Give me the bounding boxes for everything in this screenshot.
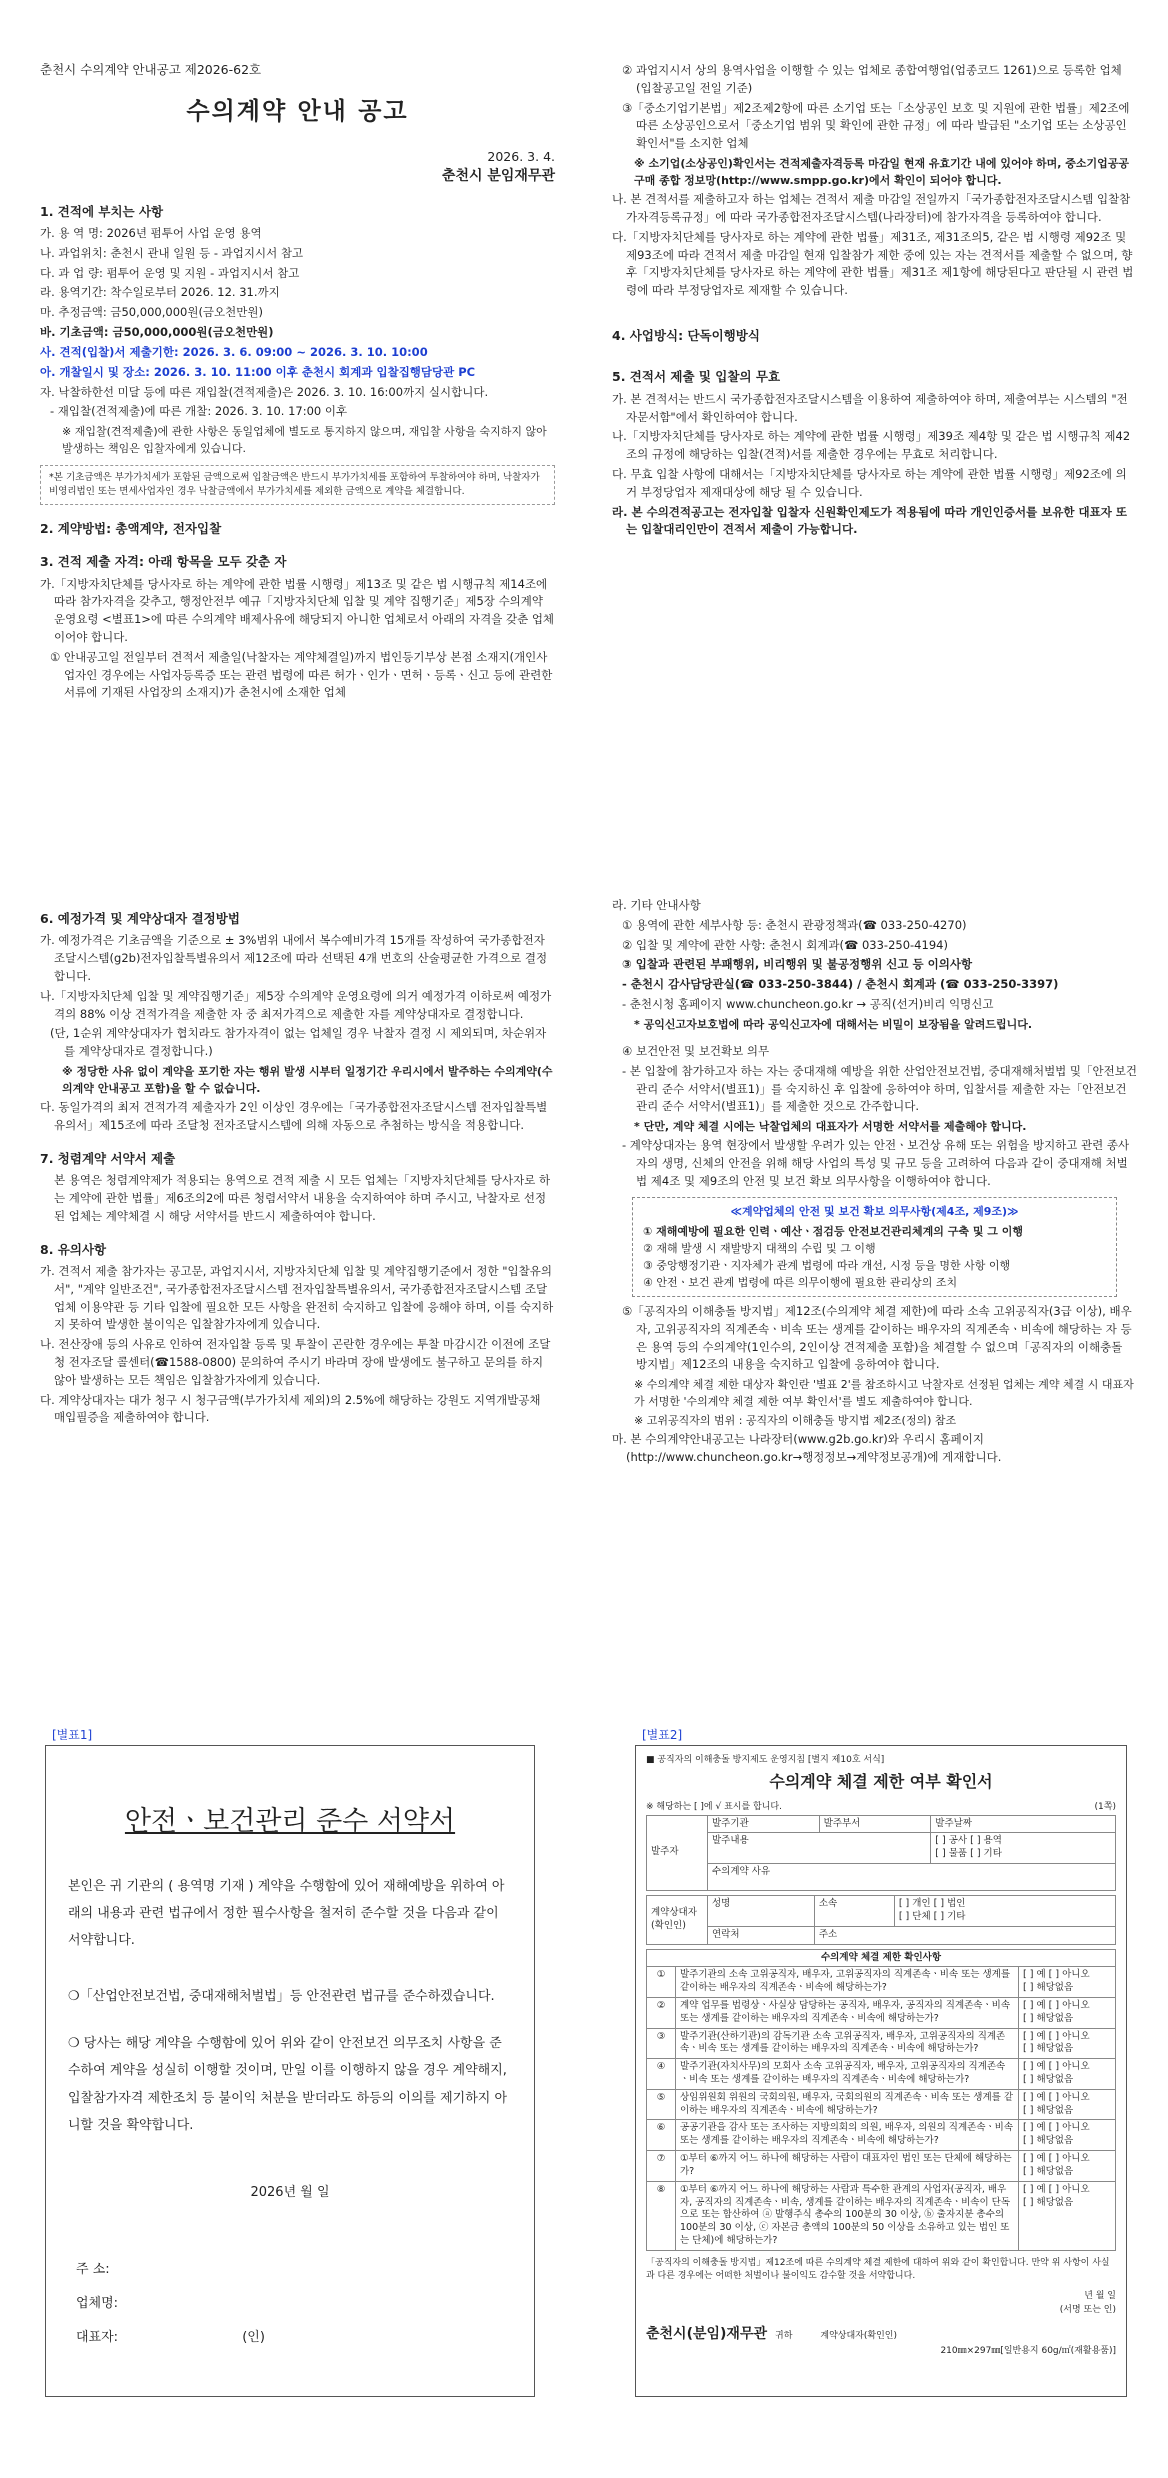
s3-item: 나. 본 견적서를 제출하고자 하는 업체는 견적서 제출 마감일 전일까지「국가종합전자조달시스템 입찰참가자격등록규정」에 따라 국가종합전자조달시스템(나라장터)에 참가자격을 등록하여야 합니다. (612, 192, 1131, 224)
section-3-title: 3. 견적 제출 자격: 아래 항목을 모두 갖춘 자 (40, 554, 287, 570)
pledge-point: ❍ 당사는 해당 계약을 수행함에 있어 위와 같이 안전보건 의무조치 사항을 준수하여 계약을 성실히 이행할 것이며, 만일 이를 이행하지 않을 경우 계약해지, 입찰참가자격 제한조치 등 불이익 처분을 받더라도 하등의 이의를 제기하지 아니할 것을 확약합니다. (68, 2036, 508, 2133)
not-applicable-option[interactable]: [ ] 해당없음 (1023, 2043, 1074, 2055)
s3-note: ※ 소기업(소상공인)확인서는 견적제출자격등록 마감일 현재 유효기간 내에 있어야 하며, 중소기업공공구매 종합 정보망(http://www.smpp.go.kr)에서 확인이 되어야 합니다. (634, 157, 1130, 188)
restriction-header: 수의계약 체결 제한 확인사항 (647, 1949, 1116, 1967)
pledge-point: ❍「산업안전보건법, 중대재해처벌법」등 안전관련 법규를 준수하겠습니다. (68, 1988, 495, 2004)
confirm-date: 년 월 일 (1084, 2290, 1116, 2301)
not-applicable-option[interactable]: [ ] 해당없음 (1023, 2074, 1074, 2086)
section-1-title: 1. 견적에 부치는 사항 (40, 203, 164, 219)
row-answer[interactable] (1019, 1967, 1116, 1998)
s3-item: ② 과업지시서 상의 용역사업을 이행할 수 있는 업체로 종합여행업(업종코드 1261)으로 등록한 업체(입찰공고일 전일 기준) (622, 63, 1122, 95)
pledge-title: 안전ㆍ보건관리 준수 서약서 (124, 1806, 456, 1837)
safety-note: * 단만, 계약 체결 시에는 낙찰업체의 대표자가 서명한 서약서를 제출해야 합니다. (634, 1120, 1027, 1134)
safety-title: ④ 보건안전 및 보건확보 의무 (622, 1043, 770, 1058)
row-number: ⑧ (647, 2181, 676, 2250)
recipient: 춘천시(분임)재무관 (646, 2325, 767, 2342)
restriction-row (647, 1997, 1116, 2028)
org-field: 발주기관 (708, 1815, 820, 1833)
ceo-row (76, 2321, 534, 2355)
s6-item: 나.「지방자치단체 입찰 및 계약집행기준」제5장 수의계약 운영요령에 의거 예정가격 이하로써 예정가격의 88% 이상 견적가격을 제출한 자 중 최저가격으로 제출한 자를 계약상대자로 결정합니다. (40, 988, 552, 1021)
kind-option[interactable]: [ ] 공사 [ ] 용역 (935, 1835, 1002, 1847)
duty-item: ② 재해 발생 시 재발방지 대책의 수립 및 그 이행 (643, 1241, 876, 1255)
recipient-suffix: 귀하 (775, 2330, 793, 2341)
vat-notice-box: *본 기초금액은 부가가치세가 포함된 금액으로써 입찰금액은 반드시 부가가치세를 포함하여 투찰하여야 하며, 낙찰자가 비영리법인 또는 면세사업자인 경우 낙찰금액에서 부가가치세를 제외한 금액으로 계약을 체결합니다. (40, 465, 555, 505)
kind-option[interactable]: [ ] 물품 [ ] 기타 (935, 1848, 1002, 1860)
type-option[interactable]: [ ] 단체 [ ] 기타 (898, 1910, 966, 1922)
row-answer[interactable] (1019, 2151, 1116, 2182)
company-label: 업체명: (76, 2296, 119, 2312)
s5-item: 라. 본 수의견적공고는 전자입찰 입찰자 신원확인제도가 적용됨에 따라 개인인증서를 보유한 대표자 또는 입찰대리인만이 견적서 제출이 가능합니다. (612, 504, 1127, 537)
confirm-sign: (서명 또는 인) (1059, 2304, 1116, 2315)
row-question: 공공기관을 감사 또는 조사하는 지방의회의 의원, 배우자, 의원의 직계존속ㆍ비속 또는 생계를 같이하는 배우자의 직계존속ㆍ비속에 해당하는가? (676, 2120, 1019, 2151)
s3-item: ③「중소기업기본법」제2조제2항에 따른 소기업 또는「소상공인 보호 및 지원에 관한 법률」제2조에 따른 소상공인으로서「중소기업 범위 및 확인에 관한 규정」에 따라 발급된 "소기업 또는 소상공인 확인서"를 소지한 업체 (622, 100, 1130, 151)
duty-item: ③ 중앙행정기관ㆍ지자체가 관계 법령에 따라 개선, 시정 등을 명한 사항 이행 (643, 1258, 1011, 1272)
pledge-tag: [별표1] (52, 1728, 93, 1742)
ceo-label: 대표자: (76, 2329, 119, 2345)
confirm-tag: [별표2] (642, 1728, 683, 1742)
not-applicable-option[interactable]: [ ] 해당없음 (1023, 2104, 1074, 2116)
row-number: ④ (647, 2059, 676, 2090)
not-applicable-option[interactable]: [ ] 해당없음 (1023, 2165, 1074, 2177)
row-answer[interactable] (1019, 2181, 1116, 2250)
issuer: 춘천시 분임재무관 (441, 167, 555, 184)
other-item: ③ 입찰과 관련된 부패행위, 비리행위 및 불공정행위 신고 등 이의사항 (622, 957, 973, 972)
other-note: * 공익신고자보호법에 따라 공익신고자에 대해서는 비밀이 보장됨을 알려드립니다. (634, 1017, 1033, 1031)
document-number: 춘천시 수의계약 안내공고 제2026-62호 (40, 62, 262, 77)
confirm-title: 수의계약 체결 제한 여부 확인서 (769, 1771, 993, 1791)
row-number: ② (647, 1997, 676, 2028)
restriction-row (647, 2028, 1116, 2059)
restriction-row (647, 2120, 1116, 2151)
row-answer[interactable] (1019, 2120, 1116, 2151)
confirm-hint-row (646, 1801, 1116, 1815)
restriction-row (647, 2059, 1116, 2090)
reason-field: 수의계약 사유 (708, 1864, 1116, 1891)
row-question: ①부터 ⑥까지 어느 하나에 해당하는 사람과 특수한 관계의 사업자(공직자, 배우자, 공직자의 직계존속ㆍ비속, 생계를 같이하는 배우자의 직계존속ㆍ비속이 단독으로 또는 합산하여 ⓐ 발행주식 총수의 100분의 30 이상, ⓑ 출자지분 총수의 100분의 30 이상, ⓒ 자본금 총액의 100분의 50 이상을 소유하고 있는 법인 또는 단체)에 해당하는가? (676, 2181, 1019, 2250)
duty-item: ④ 안전ㆍ보건 관계 법령에 따른 의무이행에 필요한 관리상의 조치 (643, 1275, 958, 1289)
pledge-form (45, 1728, 535, 2397)
row-question: 발주기관의 소속 고위공직자, 배우자, 고위공직자의 직계존속ㆍ비속 또는 생계를 같이하는 배우자의 직계존속ㆍ비속에 해당하는가? (676, 1967, 1019, 1998)
affil-field: 소속 (814, 1896, 894, 1927)
row-answer[interactable] (1019, 2028, 1116, 2059)
other-item: ① 용역에 관한 세부사항 등: 춘천시 관광정책과(☎ 033-250-4270) (622, 917, 967, 932)
row-number: ③ (647, 2028, 676, 2059)
confirmation-form (635, 1728, 1127, 2397)
seal-mark: (인) (242, 2329, 265, 2345)
s1-note: ※ 재입찰(견적제출)에 관한 사항은 동일업체에 별도로 통지하지 않으며, 재입찰 사항을 숙지하지 않아 발생하는 책임은 입찰자에게 있습니다. (62, 425, 547, 456)
duty-box (632, 1197, 1117, 1297)
pledge-intro: 본인은 귀 기관의 ( 용역명 기재 ) 계약을 수행함에 있어 재해예방을 위하여 아래의 내용과 관련 법규에서 정한 필수사항을 철저히 준수할 것을 다음과 같이 서약합니다. (68, 1878, 505, 1949)
not-applicable-option[interactable]: [ ] 해당없음 (1023, 2135, 1074, 2147)
row-question: 발주기관(자치사무)의 모회사 소속 고위공직자, 배우자, 고위공직자의 직계존속ㆍ비속 또는 생계를 같이하는 배우자의 직계존속ㆍ비속에 해당하는가? (676, 2059, 1019, 2090)
yes-no-option[interactable]: [ ] 예 [ ] 아니오 (1023, 2030, 1090, 2042)
s7-text: 본 용역은 청렴계약제가 적용되는 용역으로 견적 제출 시 모든 업체는「지방자치단체를 당사자로 하는 계약에 관한 법률」제6조의2에 따른 청렴서약서 내용을 숙지하여야 하며 주시고, 낙찰자로 선정된 업체는 계약체결 시 해당 서약서를 반드시 제출하여야 합니다. (54, 1173, 551, 1223)
row-number: ⑦ (647, 2151, 676, 2182)
not-applicable-option[interactable]: [ ] 해당없음 (1023, 2196, 1074, 2208)
notice-date: 2026. 3. 4. (487, 148, 555, 164)
s8-item: 나. 전산장애 등의 사유로 인하여 전자입찰 등록 및 투찰이 곤란한 경우에는 투찰 마감시간 이전에 조달청 전자조달 콜센터(☎1588-0800) 문의하여 주시기 바라며 장애 발생에도 불구하고 문의를 하지 않아 발생하는 모든 책임은 입찰참가자에게 있습니다. (40, 1337, 551, 1387)
name-field: 성명 (708, 1896, 815, 1927)
row-question: 발주기관(산하기관)의 감독기관 소속 고위공직자, 배우자, 고위공직자의 직계존속ㆍ비속 또는 생계를 같이하는 배우자의 직계존속ㆍ비속에 해당하는가? (676, 2028, 1019, 2059)
s1-item: 자. 낙찰하한선 미달 등에 따른 재입찰(견적제출)은 2026. 3. 10. 16:00까지 실시합니다. (40, 384, 489, 399)
yes-no-option[interactable]: [ ] 예 [ ] 아니오 (1023, 1969, 1090, 1981)
restriction-row (647, 2151, 1116, 2182)
page-indicator: (1쪽) (1094, 1801, 1116, 1812)
row-question: ①부터 ⑥까지 어느 하나에 해당하는 사람이 대표자인 법인 또는 단체에 해당하는가? (676, 2151, 1019, 2182)
row-answer[interactable] (1019, 1997, 1116, 2028)
s1-item-deadline: 사. 견적(입찰)서 제출기한: 2026. 3. 6. 09:00 ~ 2026. 3. 10. 10:00 (40, 344, 428, 359)
section-7-title: 7. 청렴계약 서약서 제출 (40, 1150, 176, 1166)
s1-item: 가. 용 역 명: 2026년 펌투어 사업 운영 용역 (40, 226, 262, 240)
other-item: - 춘천시청 홈페이지 www.chuncheon.go.kr → 공직(선거)비리 익명신고 (622, 997, 994, 1012)
conflict-note: ※ 고위공직자의 범위 : 공직자의 이해충돌 방지법 제2조(정의) 참조 (634, 1414, 957, 1428)
posting-notice: 마. 본 수의계약안내공고는 나라장터(www.g2b.go.kr)와 우리시 홈페이지 (http://www.chuncheon.go.kr→행정정보→계약정보공개)에 게재합니다. (612, 1432, 1002, 1465)
duty-item: ① 재해예방에 필요한 인력ㆍ예산ㆍ점검등 안전보건관리체계의 구축 및 그 이행 (643, 1224, 1023, 1238)
notice-page-3 (40, 895, 555, 1429)
notice-page-4 (612, 895, 1137, 1469)
s3-item: ① 안내공고일 전일부터 견적서 제출일(낙찰자는 계약체결일)까지 법인등기부상 본점 소재지(개인사업자인 경우에는 사업자등록증 또는 관련 법령에 따른 허가ㆍ인가ㆍ면허ㆍ등록ㆍ신고 등에 관련한 서류에 기재된 사업장의 소재지)가 춘천시에 소재한 업체 (50, 649, 553, 700)
paper-spec: 210㎜×297㎜[일반용지 60g/㎡(재활용품)] (940, 2346, 1116, 2357)
kind-options (931, 1833, 1116, 1864)
s5-item: 가. 본 견적서는 반드시 국가종합전자조달시스템을 이용하여 제출하여야 하며, 제출여부는 시스템의 "전자문서함"에서 확인하여야 합니다. (612, 391, 1128, 424)
s1-item: 라. 용역기간: 착수일로부터 2026. 12. 31.까지 (40, 285, 280, 300)
row-number: ① (647, 1967, 676, 1998)
s6-item: (단, 1순위 계약상대자가 협치라도 참가자격이 없는 업체일 경우 낙찰자 결정 시 제외되며, 차순위자를 계약상대자로 결정합니다.) (50, 1026, 547, 1059)
yes-no-option[interactable]: [ ] 예 [ ] 아니오 (1023, 1999, 1090, 2011)
notice-page-1 (40, 60, 555, 704)
recipient-row (646, 2324, 1116, 2346)
s1-item: 다. 과 업 량: 펌투어 운영 및 지원 - 과업지시서 참고 (40, 265, 300, 280)
s5-item: 나.「지방자치단체를 당사자로 하는 계약에 관한 법률 시행령」제39조 제4항 및 같은 법 시행규칙 제42조의 규정에 해당하는 입찰(견적)서를 제출한 경우에는 무효로 처리합니다. (612, 429, 1131, 462)
yes-no-option[interactable]: [ ] 예 [ ] 아니오 (1023, 2061, 1090, 2073)
s1-item: 바. 기초금액: 금50,000,000원(금오천만원) (40, 325, 274, 340)
signer-label: 계약상대자(확인인) (820, 2330, 897, 2341)
confirm-statement: 「공직자의 이해충돌 방지법」제12조에 따른 수의계약 체결 제한에 대하여 위와 같이 확인합니다. 만약 위 사항이 사실과 다른 경우에는 어떠한 처벌이나 불이익도 감수할 것을 서약합니다. (646, 2257, 1110, 2282)
section-8-title: 8. 유의사항 (40, 1241, 107, 1257)
s3-item: 다.「지방자치단체를 당사자로 하는 계약에 관한 법률」제31조, 제31조의5, 같은 법 시행령 제92조 및 제93조에 따라 견적서 제출 마감일 현재 입찰참가 제한 중에 있는 자는 견적서를 제출할 수 없으며, 향후「지방자치단체를 당사자로 하는 계약에 관한 법률」제31조 제1항에 해당된다고 판단될 시 관련 법령에 따라 부정당업자로 제재할 수 있습니다. (612, 229, 1134, 298)
other-item: ② 입찰 및 계약에 관한 사항: 춘천시 회계과(☎ 033-250-4194) (622, 937, 948, 952)
s1-item: 마. 추정금액: 금50,000,000원(금오천만원) (40, 305, 263, 320)
dept-field: 발주부서 (819, 1815, 931, 1833)
other-title: 라. 기타 안내사항 (612, 898, 701, 912)
section-5-title: 5. 견적서 제출 및 입찰의 무효 (612, 369, 781, 385)
section-2-title: 2. 계약방법: 총액계약, 전자입찰 (40, 520, 222, 536)
date-field: 발주날짜 (931, 1815, 1116, 1833)
restriction-table (646, 1949, 1116, 2251)
conflict-note: ※ 수의계약 체결 제한 대상자 확인란 '별표 2'를 참조하시고 낙찰자로 선정된 업체는 계약 체결 시 대표자가 서명한 '수의계약 체결 제한 여부 확인서'를 별도 제출하여야 합니다. (634, 1378, 1134, 1409)
type-option[interactable]: [ ] 개인 [ ] 법인 (898, 1898, 966, 1910)
contents-field: 발주내용 (708, 1833, 931, 1864)
s1-item: 나. 과업위치: 춘천시 관내 일원 등 - 과업지시서 참고 (40, 245, 304, 260)
other-item: - 춘천시 감사담당관실(☎ 033-250-3844) / 춘천시 회계과 (☎ 033-250-3397) (622, 977, 1059, 992)
row-question: 상임위원회 위원의 국회의원, 배우자, 국회의원의 직계존속ㆍ비속 또는 생계를 같이하는 배우자의 직계존속ㆍ비속에 해당하는가? (676, 2089, 1019, 2120)
pledge-date: 2026년 월 일 (250, 2185, 330, 2201)
confirm-hint: ※ 해당하는 [ ]에 √ 표시를 합니다. (646, 1801, 782, 1812)
row-number: ⑤ (647, 2089, 676, 2120)
address-label: 주 소: (76, 2262, 110, 2278)
orderer-table (646, 1815, 1116, 1891)
s6-item: 가. 예정가격은 기초금액을 기준으로 ± 3%범위 내에서 복수예비가격 15개를 작성하여 국가종합전자조달시스템(g2b)전자입찰특별유의서 제12조에 따라 선택된 4개 번호의 산술평균한 가격으로 결정합니다. (40, 933, 548, 983)
row-number: ⑥ (647, 2120, 676, 2151)
yes-no-option[interactable]: [ ] 예 [ ] 아니오 (1023, 2153, 1090, 2165)
type-options (894, 1896, 1115, 1927)
restriction-row (647, 2089, 1116, 2120)
s8-item: 가. 견적서 제출 참가자는 공고문, 과업지시서, 지방자치단체 입찰 및 계약집행기준에서 정한 "입찰유의서", "계약 일반조건", 국가종합전자조달시스템 전자입찰특별유의서, 국가종합전자조달시스템 조달업체 이용약관 등 기타 입찰에 필요한 모든 사항을 완전히 숙지하고 입찰에 응해야 하며, 이를 숙지하지 못하여 발생한 불이익은 입찰참가자에게 있습니다. (40, 1263, 554, 1332)
pledge-signature (46, 2253, 534, 2354)
orderer-label: 발주자 (647, 1815, 708, 1890)
s8-item: 다. 계약상대자는 대가 청구 시 청구금액(부가가치세 제외)의 2.5%에 해당하는 강원도 지역개발공채 매입필증을 제출하여야 합니다. (40, 1392, 541, 1425)
yes-no-option[interactable]: [ ] 예 [ ] 아니오 (1023, 2183, 1090, 2195)
contractor-label: 계약상대자 (확인인) (647, 1896, 708, 1944)
duty-box-title: ≪계약업체의 안전 및 보건 확보 의무사항(제4조, 제9조)≫ (730, 1204, 1019, 1218)
section-6-title: 6. 예정가격 및 계약상대자 결정방법 (40, 911, 240, 926)
s6-note: ※ 정당한 사유 없이 계약을 포기한 자는 행위 발생 시부터 일정기간 우리시에서 발주하는 수의계약(수의계약 안내공고 포함)을 할 수 없습니다. (62, 1065, 553, 1096)
s1-item: - 재입찰(견적제출)에 따른 개찰: 2026. 3. 10. 17:00 이후 (50, 404, 348, 419)
s3-item: 가.「지방자치단체를 당사자로 하는 계약에 관한 법률 시행령」제13조 및 같은 법 시행규칙 제14조에 따라 참가자격을 갖추고, 행정안전부 예규「지방자치단체 입찰 및 계약 집행기준」제5장 수의계약 운영요령 <별표1>에 따른 수의계약 배제사유에 해당되지 아니한 업체로서 아래의 자격을 갖춘 업체이어야 합니다. (40, 576, 555, 644)
notice-page-2 (612, 60, 1137, 541)
contractor-table (646, 1895, 1116, 1944)
contact-field: 연락처 (708, 1926, 815, 1944)
row-question: 계약 업무를 법령상ㆍ사실상 담당하는 공직자, 배우자, 공직자의 직계존속ㆍ비속 또는 생계를 같이하는 배우자의 직계존속ㆍ비속에 해당하는가? (676, 1997, 1019, 2028)
row-answer[interactable] (1019, 2089, 1116, 2120)
yes-no-option[interactable]: [ ] 예 [ ] 아니오 (1023, 2122, 1090, 2134)
restriction-row (647, 1967, 1116, 1998)
page-title: 수의계약 안내 공고 (186, 97, 409, 126)
s5-item: 다. 무효 입찰 사항에 대해서는「지방자치단체를 당사자로 하는 계약에 관한 법률 시행령」제92조에 의거 부정당업자 제재대상에 해당 될 수 있습니다. (612, 467, 1127, 499)
row-answer[interactable] (1019, 2059, 1116, 2090)
not-applicable-option[interactable]: [ ] 해당없음 (1023, 2012, 1074, 2024)
addr-field: 주소 (814, 1926, 1115, 1944)
conflict-text: ⑤「공직자의 이해충돌 방지법」제12조(수의계약 체결 제한)에 따라 소속 고위공직자(3급 이상), 배우자, 고위공직자의 직계존속ㆍ비속 또는 생계를 같이하는 배우자의 직계존속ㆍ비속에 해당하는 자 등은 용역 등의 수의계약(1인수의, 2인이상 견적제출 포함)을 체결할 수 없으며「공직자의 이해충돌 방지법」제12조의 내용을 숙지하고 입찰에 응하여야 합니다. (622, 1303, 1132, 1372)
not-applicable-option[interactable]: [ ] 해당없음 (1023, 1982, 1074, 1994)
safety-item: - 본 입찰에 참가하고자 하는 자는 중대재해 예방을 위한 산업안전보건법, 중대재해처벌법 및「안전보건관리 준수 서약서(별표1)」를 숙지하신 후 입찰에 응하여야 하며, 입찰서를 제출한 자는「안전보건관리 준수 서약서(별표1)」를 제출한 것으로 간주합니다. (622, 1063, 1137, 1114)
section-4-title: 4. 사업방식: 단독이행방식 (612, 328, 760, 344)
s6-item: 다. 동일가격의 최저 견적가격 제출자가 2인 이상인 경우에는「국가종합전자조달시스템 전자입찰특별유의서」제15조에 따라 조달청 전자조달시스템에 의해 자동으로 추첨하는 방식을 적용합니다. (40, 1100, 548, 1132)
form-number: ■ 공직자의 이해충돌 방지제도 운영지침 [별지 제10호 서식] (646, 1755, 885, 1765)
s1-item-opening: 아. 개찰일시 및 장소: 2026. 3. 10. 11:00 이후 춘천시 회계과 입찰집행담당관 PC (40, 364, 476, 379)
yes-no-option[interactable]: [ ] 예 [ ] 아니오 (1023, 2091, 1090, 2103)
restriction-row (647, 2181, 1116, 2250)
safety-item: - 계약상대자는 용역 현장에서 발생할 우려가 있는 안전ㆍ보건상 유해 또는 위험을 방지하고 관련 종사자의 생명, 신체의 안전을 위해 해당 사업의 특성 및 규모 등을 고려하여 다음과 같이 중대재해 처벌법 제4조 및 제9조의 안전 및 보건 확보 의무사항을 이행하여야 합니다. (622, 1138, 1130, 1188)
